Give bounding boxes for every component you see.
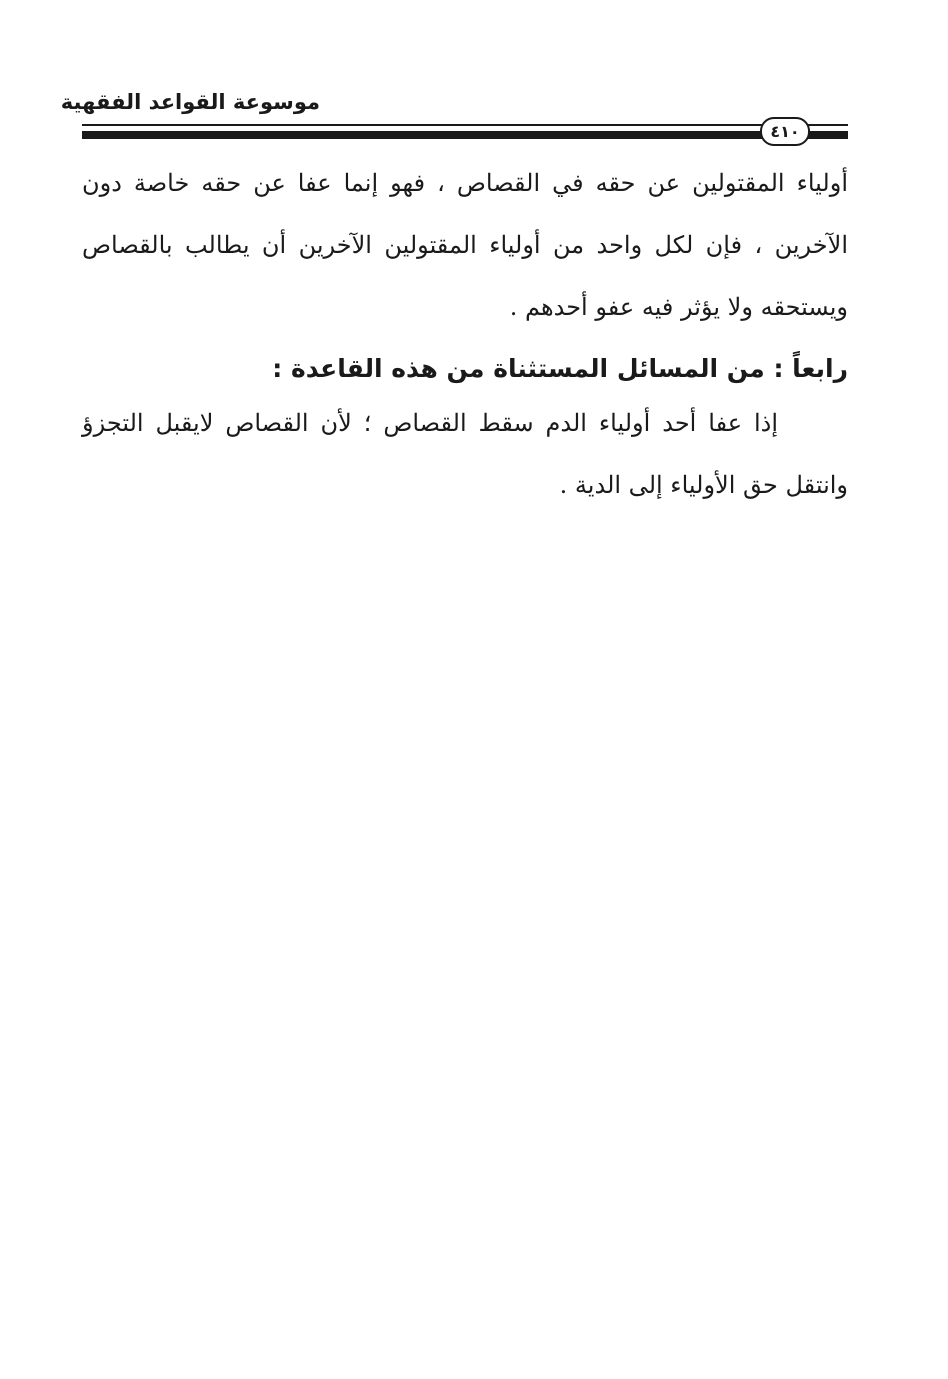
header-rule-thin [82, 124, 848, 126]
page-number: ٤١٠ [760, 117, 810, 146]
paragraph-exception: إذا عفا أحد أولياء الدم سقط القصاص ؛ لأن القصاص لايقبل التجزؤ وانتقل حق الأولياء إلى الدية . [82, 409, 848, 499]
header-rule-thick [82, 131, 848, 139]
running-header-title: موسوعة القواعد الفقهية [60, 90, 320, 114]
section-subheading: رابعاً : من المسائل المستثناة من هذه القاعدة : [272, 354, 848, 383]
paragraph-continuation: أولياء المقتولين عن حقه في القصاص ، فهو إنما عفا عن حقه خاصة دون الآخرين ، فإن لكل واحد من أولياء المقتولين الآخرين أن يطالب بالقصاص ويستحقه ولا يؤثر فيه عفو أحدهم . [82, 169, 848, 321]
